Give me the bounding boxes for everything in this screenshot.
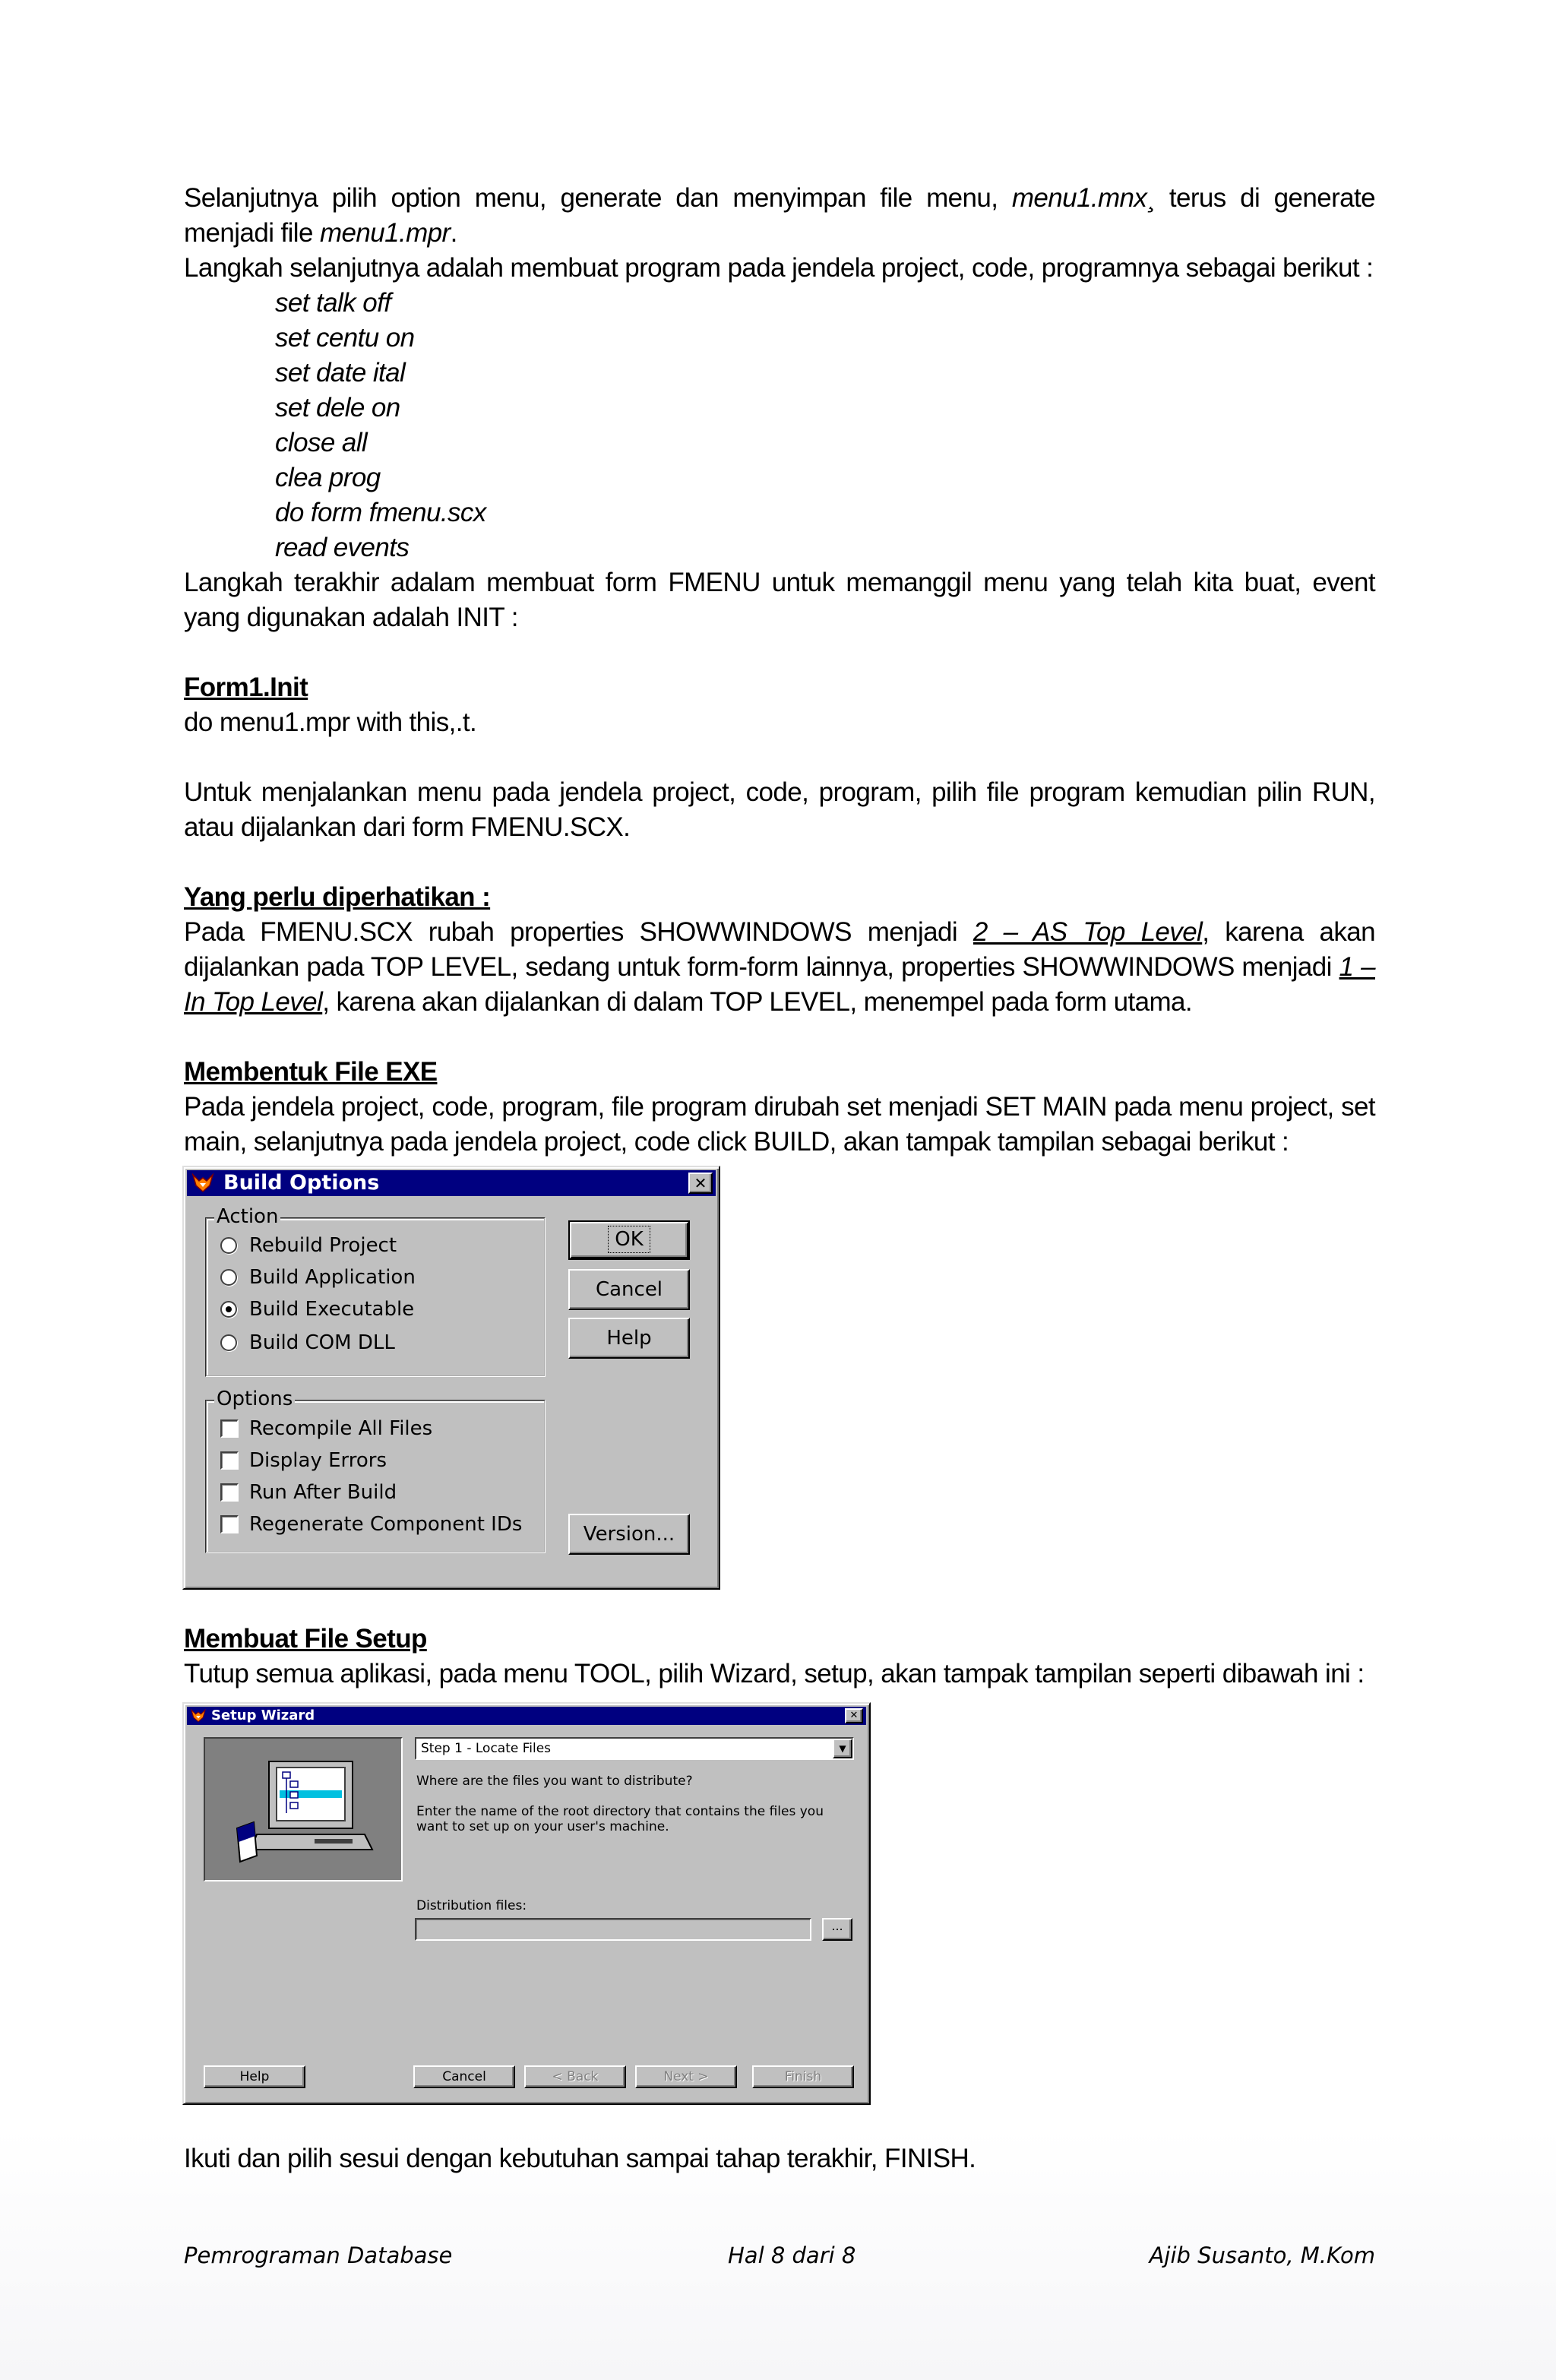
heading-yang-perlu: Yang perlu diperhatikan : bbox=[184, 882, 491, 912]
setup-wizard-dialog bbox=[182, 1702, 871, 2105]
code-line: set date ital bbox=[275, 358, 406, 388]
close-icon[interactable]: ✕ bbox=[688, 1173, 713, 1194]
radio-build-executable[interactable] bbox=[220, 1301, 237, 1318]
checkbox-recompile-label[interactable]: Recompile All Files bbox=[249, 1417, 433, 1440]
paragraph-run-menu: Untuk menjalankan menu pada jendela project, code, program, pilih file program kemudian pilin RUN, atau dijalankan dari form FMENU.SCX. bbox=[184, 777, 1375, 842]
paragraph-setup-wizard: Tutup semua aplikasi, pada menu TOOL, pilih Wizard, setup, akan tampak tampilan seperti dibawah ini : bbox=[184, 1659, 1365, 1688]
checkbox-regenerate-ids[interactable] bbox=[220, 1515, 239, 1533]
step-select[interactable]: Step 1 - Locate Files ▼ bbox=[415, 1737, 854, 1760]
paragraph-finish: Ikuti dan pilih sesui dengan kebutuhan sampai tahap terakhir, FINISH. bbox=[184, 2144, 976, 2173]
distribution-files-input[interactable] bbox=[415, 1918, 811, 1941]
code-line: close all bbox=[275, 428, 368, 457]
radio-rebuild-project[interactable] bbox=[220, 1237, 237, 1254]
next-button[interactable]: Next > bbox=[635, 2065, 737, 2088]
setup-wizard-title: Setup Wizard bbox=[211, 1707, 315, 1723]
close-icon[interactable]: ✕ bbox=[845, 1708, 863, 1723]
form1-init-code: do menu1.mpr with this,.t. bbox=[184, 707, 477, 737]
radio-build-com-dll-label[interactable]: Build COM DLL bbox=[249, 1331, 395, 1354]
radio-build-com-dll[interactable] bbox=[220, 1334, 237, 1351]
setup-wizard-titlebar bbox=[187, 1707, 866, 1725]
radio-build-application[interactable] bbox=[220, 1269, 237, 1286]
back-button[interactable]: < Back bbox=[524, 2065, 626, 2088]
wizard-illustration-panel bbox=[204, 1737, 403, 1882]
code-line: clea prog bbox=[275, 463, 381, 492]
finish-button[interactable]: Finish bbox=[752, 2065, 854, 2088]
foxpro-fox-icon bbox=[190, 1709, 207, 1723]
browse-button[interactable]: ... bbox=[822, 1918, 852, 1941]
checkbox-run-after-build-label[interactable]: Run After Build bbox=[249, 1481, 397, 1504]
help-button[interactable]: Help bbox=[204, 2065, 305, 2088]
wizard-question: Where are the files you want to distribute? bbox=[416, 1774, 693, 1789]
footer-author: Ajib Susanto, M.Kom bbox=[1149, 2242, 1375, 2268]
code-line: do form fmenu.scx bbox=[275, 498, 486, 527]
build-options-title: Build Options bbox=[223, 1171, 380, 1195]
distribution-files-label: Distribution files: bbox=[416, 1898, 527, 1913]
radio-build-executable-label[interactable]: Build Executable bbox=[249, 1298, 415, 1321]
heading-membuat-setup: Membuat File Setup bbox=[184, 1624, 427, 1654]
code-line: set centu on bbox=[275, 323, 415, 353]
build-options-titlebar bbox=[187, 1170, 716, 1196]
paragraph-program-steps: Langkah selanjutnya adalah membuat program pada jendela project, code, programnya sebagai berikut : bbox=[184, 253, 1374, 283]
radio-build-application-label[interactable]: Build Application bbox=[249, 1266, 416, 1289]
action-group-label: Action bbox=[214, 1205, 280, 1228]
chevron-down-icon[interactable]: ▼ bbox=[833, 1739, 852, 1758]
footer-left: Pemrograman Database bbox=[184, 2242, 453, 2268]
paragraph-build-exe: Pada jendela project, code, program, file program dirubah set menjadi SET MAIN pada menu project, set main, selanjutnya pada jendela project, code click BUILD, akan tampak tampilan sebagai berikut : bbox=[184, 1092, 1375, 1157]
checkbox-recompile-all-files[interactable] bbox=[220, 1419, 239, 1438]
help-button[interactable]: Help bbox=[568, 1318, 690, 1359]
build-options-dialog bbox=[182, 1166, 720, 1590]
radio-rebuild-project-label[interactable]: Rebuild Project bbox=[249, 1234, 397, 1257]
document-body bbox=[184, 181, 1375, 1160]
code-line: read events bbox=[275, 533, 410, 562]
checkbox-display-errors-label[interactable]: Display Errors bbox=[249, 1449, 387, 1472]
code-line: set talk off bbox=[275, 288, 391, 318]
footer-page-number: Hal 8 dari 8 bbox=[728, 2242, 856, 2268]
version-button[interactable]: Version... bbox=[568, 1514, 690, 1555]
checkbox-display-errors[interactable] bbox=[220, 1451, 239, 1470]
checkbox-run-after-build[interactable] bbox=[220, 1483, 239, 1502]
code-line: set dele on bbox=[275, 393, 400, 423]
foxpro-fox-icon bbox=[191, 1173, 214, 1193]
heading-membentuk-exe: Membentuk File EXE bbox=[184, 1057, 438, 1087]
cancel-button[interactable]: Cancel bbox=[568, 1269, 690, 1310]
setup-section bbox=[184, 1622, 1375, 1692]
computer-icon bbox=[223, 1752, 375, 1866]
paragraph-fmenu-init: Langkah terakhir adalam membuat form FMENU untuk memanggil menu yang telah kita buat, event yang digunakan adalah INIT : bbox=[184, 568, 1375, 632]
cancel-button[interactable]: Cancel bbox=[413, 2065, 515, 2088]
code-block-main-program bbox=[184, 286, 1375, 565]
paragraph-menu-generate: Selanjutnya pilih option menu, generate dan menyimpan file menu, menu1.mnx¸ terus di generate menjadi file menu1.mpr. bbox=[184, 183, 1375, 248]
options-group-label: Options bbox=[214, 1388, 295, 1410]
ok-button[interactable]: OK bbox=[570, 1222, 688, 1258]
checkbox-regenerate-ids-label[interactable]: Regenerate Component IDs bbox=[249, 1513, 523, 1536]
paragraph-showwindows: Pada FMENU.SCX rubah properties SHOWWINDOWS menjadi 2 – AS Top Level, karena akan dijalankan pada TOP LEVEL, sedang untuk form-form lainnya, properties SHOWWINDOWS menjadi 1 – In Top Level, karena akan dijalankan di dalam TOP LEVEL, menempel pada form utama. bbox=[184, 917, 1375, 1017]
heading-form1-init: Form1.Init bbox=[184, 673, 308, 702]
wizard-instruction: Enter the name of the root directory that contains the files you want to set up on your user's machine. bbox=[416, 1804, 824, 1834]
